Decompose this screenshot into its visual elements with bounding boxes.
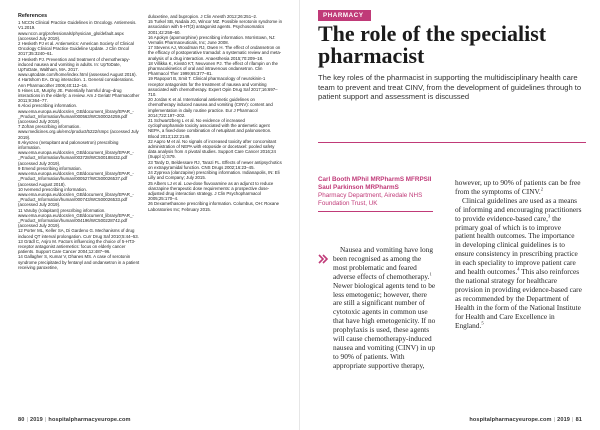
reference-item: 17 Stevens AJ, Woodman RJ, Owen H. The effect of ondansetron on the efficacy of postoperative tramadol: a systematic review and meta-analysis of a drug interaction. Anaesthesia 2015;70:209–18.	[148, 45, 282, 61]
references-column-1	[18, 14, 140, 270]
reference-item: 19 Rapoport B, Smit T. Clinical pharmacology of neurokinin-1 receptor antagonists for the treatment of nausea and vomiting associated with chemotherapy. Expert Opin Drug Saf 2017;16:697–710.	[148, 76, 278, 98]
folio-right: hospitalpharmacyeurope.com | 2019 | 81	[469, 417, 582, 423]
body-text: the primary goal of which is to improve patient health outcomes. The importance in developing clinical guidelines is to ensure consistency in prescribing practice in each speciality to improve patient care and health outcomes.	[455, 213, 578, 277]
folio-site: hospitalpharmacyeurope.com	[48, 417, 131, 423]
references-column-2	[148, 14, 282, 212]
reference-item: 15 Turkel SB, Nadala JG, Wincor MZ. Possible serotonin syndrome in association with 5-HT(3) antagonist agents. Psychosomatics 2001;42:258–60.	[148, 19, 282, 35]
standfirst: The key roles of the pharmacist in supporting the multidisciplinary health care team to prevent and treat CINV, from the development of guidelines through to patient support and assessment is discussed	[318, 73, 582, 102]
author-block	[318, 176, 433, 217]
reference-item: 13 Grädl C, Asjro M. Factors influencing the choice of 5-HT3-receptor antagonist antiemetics: focus on elderly cancer patients. Support Care Cancer 2004;12:487–96.	[18, 238, 136, 255]
reference-item: 12 Porter ML, Keller SA, Di Gardeno G. Mechanisms of drug induced QT interval prolongation. Curr Drug Saf 2010;5:44–53.	[18, 228, 139, 239]
reference-item: 1 NCCN Clinical Practice Guidelines in Oncology. Antiemesis. V1.2019. www.nccn.org/professionals/physician_gls/default.aspx (accessed July 2019).	[18, 20, 137, 41]
body-column-left	[333, 246, 436, 371]
body-text: Nausea and vomiting have long been recognised as among the most problematic and feared adverse effects of chemotherapy.	[333, 245, 433, 281]
body-paragraph	[333, 246, 436, 371]
reference-item: duloxetine, and bupropion. J Clin Anesth 2012;26:251–2.	[148, 14, 258, 19]
page-number: 81	[575, 417, 582, 423]
reference-item: 6 Aloxi prescribing information. www.ema.europa.eu/docs/en_GB/document_library/EPAR_-_Product_Information/human/000563/WC500024259.pdf (accessed July 2019).	[18, 103, 134, 125]
reference-item: 23 Tardy D, Beldessare RJ, Tarazi FL. Effects of newer antipsychotics on extrapyramidal function. CNS Drugs 2002;16:23–45.	[148, 159, 282, 170]
citation: 2	[540, 186, 543, 192]
author-name: Saul Parkinson MRPharmS	[318, 184, 399, 191]
page-number: 80	[18, 417, 25, 423]
citation: 5	[481, 320, 484, 326]
article-title: The role of the specialist pharmacist	[318, 21, 547, 68]
reference-item: 10 Ivemend prescribing information. www.ema.europa.eu/docs/en_GB/document_library/EPAR_-_Product_Information/human/000743/WC500026533.pdf (accessed July 2019).	[18, 186, 134, 208]
reference-item: 24 Zyprexa (olanzapine) prescribing information. Indianapolis, IN: Eli Lilly and Company; July 2015.	[148, 170, 280, 181]
reference-item: 4 Hartshorn EA. Drug interaction. 1. General considerations. Ann Pharmacother 2006;40:112–16.	[18, 77, 134, 88]
folio-year: 2019	[30, 417, 43, 423]
folio-year: 2019	[557, 417, 570, 423]
reference-item: 9 Emend prescribing information. www.ema.europa.eu/docs/en_GB/document_library/EPAR_-_Product_Information/human/000527/WC500026537.pdf (accessed August 2018).	[18, 165, 134, 187]
folio-site: hospitalpharmacyeurope.com	[469, 417, 552, 423]
reference-item: 26 Dexamethasone prescribing information. Columbus, OH: Roxane Laboratories Inc; February 2015.	[148, 201, 280, 212]
references-heading: References	[18, 13, 48, 19]
body-text: This also reinforces the national strategy for healthcare provision in providing evidence-based care as recommended by the Department of Health in the form of the National Institute for Health and Care Excellence in England.	[455, 267, 582, 330]
reference-item: 22 Aapro M et al. No signals of increased toxicity after concomitant administration of NEPA with etoposide or docetaxel: pooled safety data analysis from 4 pivotal studies. Support Care Cancer 2016;24 (Suppl 1):S79.	[148, 138, 277, 160]
citation: 4	[517, 266, 520, 272]
reference-item: 18 Villikka K, Kivistö KT, Neuvonen PJ. The effect of rifampin on the pharmacokinetics of oral and intravenous ondansetron. Clin Pharmacol Ther 1999;65:377–81.	[148, 60, 278, 77]
body-text: Newer biological agents tend to be less emetogenic; however, there are still a significant number of cytotoxic agents in common use that have high emetogenicity. If no prophylaxis is used, these agents will cause chemotherapy-induced nausea and vomiting (CINV) in up to 90% of patients. With appropriate supportive therapy,	[333, 280, 436, 370]
reference-item: 25 Albers LJ et al. Low-dose fluvoxamine as an adjunct to reduce olanzapine therapeutic dose requirements: a prospective dose-adjusted drug interaction strategy. J Clin Psychopharmacol 2005;25:170–4.	[148, 180, 274, 202]
body-paragraph	[455, 197, 582, 331]
reference-item: 7 Zofran prescribing information. www.medicines.org.uk/emc/product/5222/smpc (accessed July 2019).	[18, 124, 139, 140]
reference-item: 14 Gallagher S, Kumar V, Dhanes MS. A case of serotonin syndrome precipitated by fentanyl and ondansetron in a patient receiving paroxetine,	[18, 254, 140, 270]
reference-item: 5 Hines LE, Murphy JE. Potentially harmful drug–drug interactions in the elderly: a review. Am J Geriatr Pharmacother 2011;9:364–77.	[18, 87, 140, 104]
reference-item: 16 Apokyn (apomorphine) prescribing information. Morristown, NJ: Vernalis Pharmaceuticals, Inc; June 2008.	[148, 34, 276, 46]
body-column-right	[455, 179, 582, 330]
reference-item: 20 Jordan K et al. International antiemetic guidelines on chemotherapy induced nausea and vomiting (CINV): content and implementation in daily routine practice. Eur J Pharmacol 2014;722:197–202.	[148, 97, 273, 118]
author-affiliation: Pharmacy Department, Airedale NHS Foundation Trust, UK	[318, 192, 423, 207]
body-text: however, up to 90% of patients can be free from the symptoms of CINV.	[455, 178, 581, 196]
reference-item: 3 Hesketh PJ. Prevention and treatment of chemotherapy-induced nausea and vomiting in adults. In: UpToDate, UpToDate, Waltham, MA. 2017. www.uptodate.com/home/index.html (assessed August 2016).	[18, 56, 137, 78]
chevron-right-icon	[318, 254, 328, 264]
right-page	[300, 0, 600, 430]
reference-item: 8 Akynzeo (netupitant and palonosetron) prescribing information. www.ema.europa.eu/docs/en_GB/document_library/EPAR_-_Product_Information/human/003728/WC500188432.pdf (accessed July 2019).	[18, 139, 134, 166]
reference-item: 21 Schwartzberg L et al. No evidence of increased cyclophosphamide toxicity associated with the antiemetic agent NEPA, a fixed-dose combination of netupitant and palonosetron. Blood 2013;122:2149.	[148, 118, 272, 139]
author-rule	[318, 211, 433, 212]
reference-item: 2 Hesketh PJ et al. Antiemetics: American Society of Clinical Oncology Clinical Practice Guideline Update. J Clin Oncol 2017;35:3240–61.	[18, 41, 134, 57]
body-paragraph	[455, 179, 582, 197]
divider	[318, 142, 586, 143]
body-text: Clinical guidelines are used as a means of informing and encouraging practitioners to provide evidence-based care,	[455, 195, 582, 223]
citation: 1	[429, 271, 432, 277]
citation: 3	[547, 213, 551, 219]
author-name: Carl Booth MPhil MRPharmS MFRPSII	[318, 176, 432, 183]
section-tag: PHARMACY	[318, 10, 371, 21]
folio-left: 80 | 2019 | hospitalpharmacyeurope.com	[18, 417, 131, 423]
reference-item: 11 Varuby (rolapitant) prescribing information. www.ema.europa.eu/docs/en_GB/document_library/EPAR_-_Product_Information/human/004196/WC500228742.pdf (accessed July 2019).	[18, 207, 134, 229]
